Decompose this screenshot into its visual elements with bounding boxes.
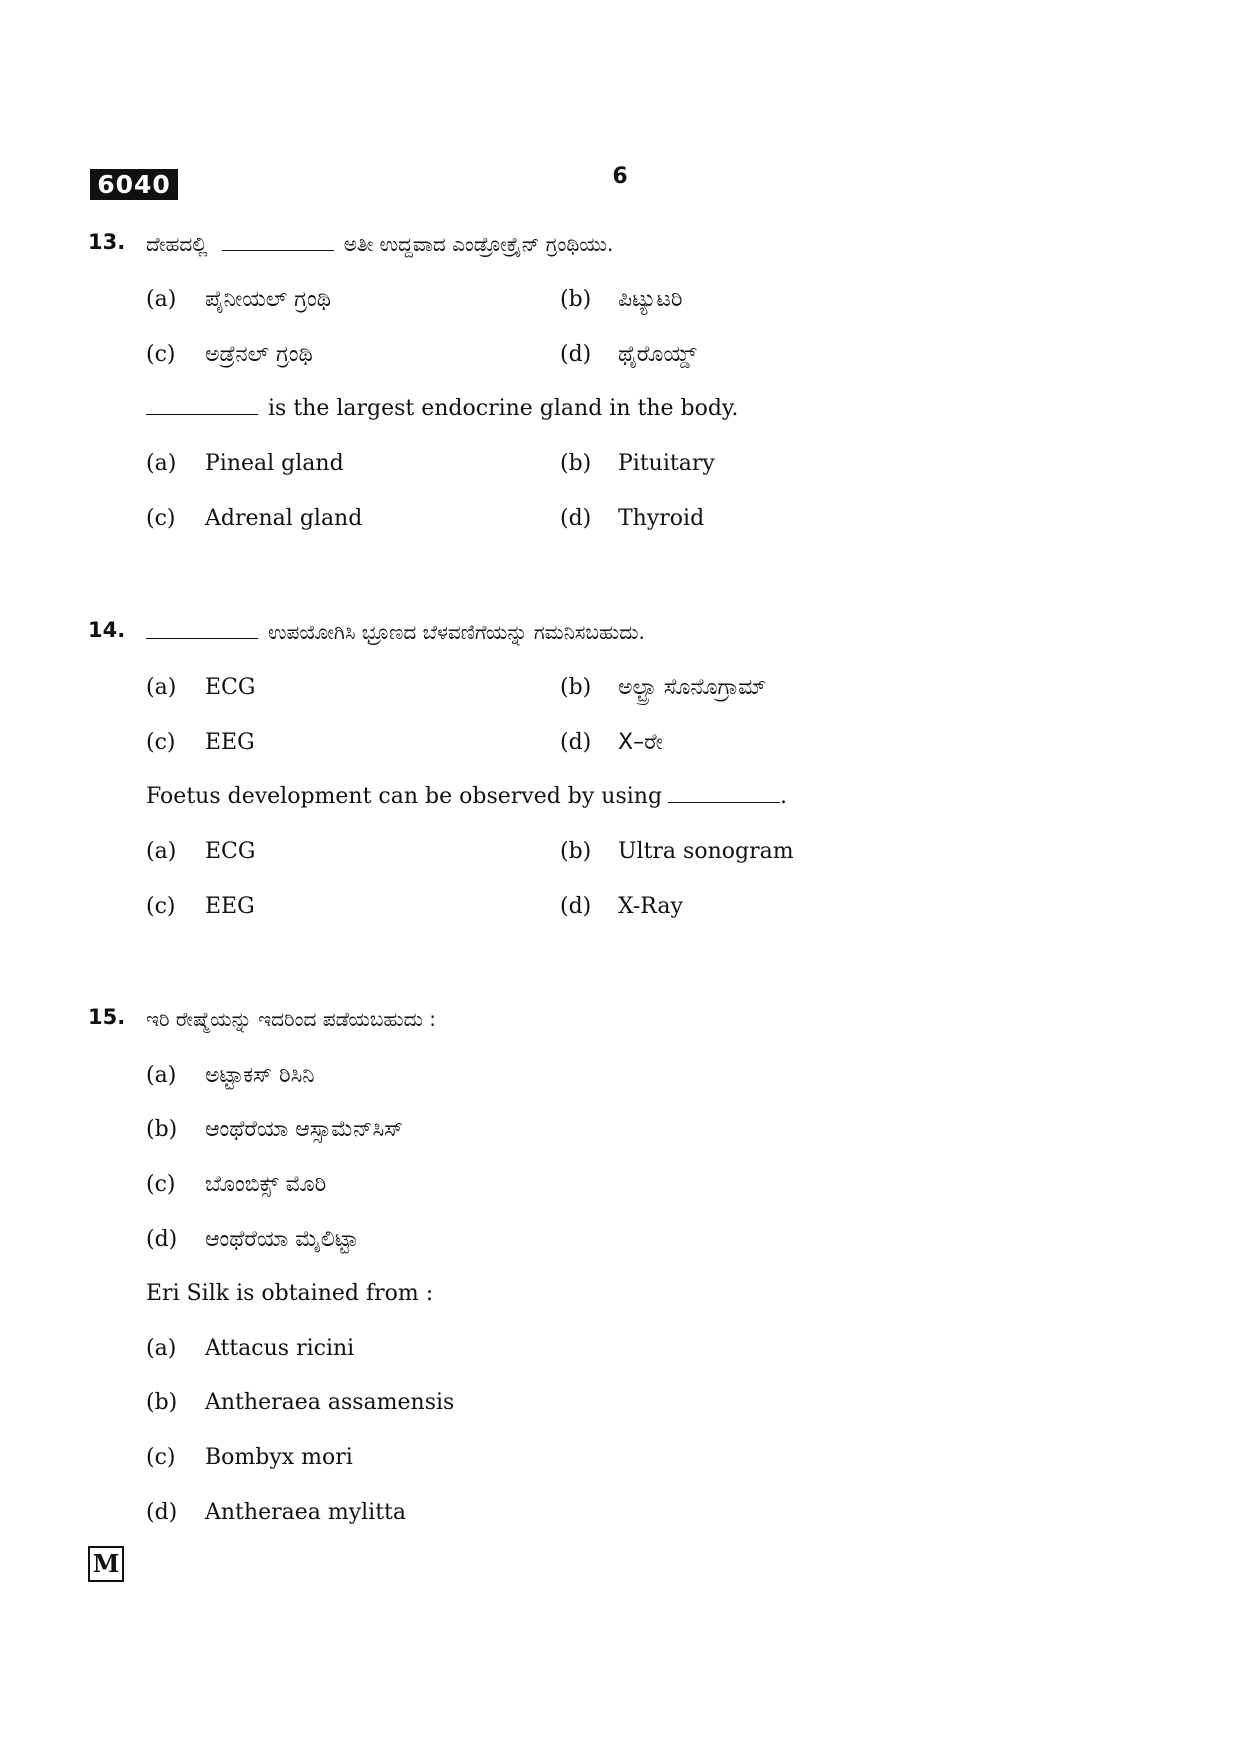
q13-en-option-d: Thyroid: [618, 506, 705, 531]
q14-kn-option-a-label: (a): [146, 675, 177, 700]
q13-kn-option-c-label: (c): [146, 342, 176, 367]
q14-kn-option-d-label: (d): [560, 730, 592, 755]
q15-en-option-a: Attacus ricini: [205, 1336, 355, 1361]
q15-en-option-a-label: (a): [146, 1336, 177, 1361]
q14-en-option-c: EEG: [205, 894, 255, 919]
q14-en-option-a: ECG: [205, 839, 256, 864]
q14-en-option-a-label: (a): [146, 839, 177, 864]
q15-kn-option-a: ಅಟ್ಟಾಕಸ್ ರಿಸಿನಿ: [205, 1063, 315, 1088]
q15-en-option-d-label: (d): [146, 1500, 178, 1525]
q13-en-option-a-label: (a): [146, 451, 177, 476]
q15-en-option-b: Antheraea assamensis: [205, 1390, 455, 1415]
q13-en-option-c: Adrenal gland: [205, 506, 363, 531]
q15-en-option-c: Bombyx mori: [205, 1445, 353, 1470]
q14-en-option-c-label: (c): [146, 894, 176, 919]
q14-kannada-stem-text: ಉಪಯೋಗಿಸಿ ಭ್ರೂಣದ ಬೆಳವಣಿಗೆಯನ್ನು ಗಮನಿಸಬಹುದು.: [268, 620, 645, 644]
q13-kn-option-b-label: (b): [560, 287, 592, 312]
q13-kannada-stem-end: ಅತೀ ಉದ್ದವಾದ ಎಂಡ್ರೋಕ್ರೈನ್ ಗ್ರಂಥಿಯು.: [343, 232, 614, 256]
q13-kn-option-b: ಪಿಟ್ಯುಟರಿ: [618, 287, 683, 312]
q14-kn-option-d: X–ರೇ: [618, 730, 663, 755]
q13-en-option-a: Pineal gland: [205, 451, 344, 476]
answer-blank: [222, 232, 334, 251]
q15-kn-option-c: ಬೊಂಬಿಕ್ಸ್ ಮೊರಿ: [205, 1172, 327, 1197]
q15-kn-option-d: ಆಂಥೆರೆಯಾ ಮೈಲಿಟ್ಟಾ: [205, 1227, 359, 1252]
q14-kn-option-b: ಅಲ್ಟ್ರಾ ಸೊನೊಗ್ರಾಮ್: [618, 675, 767, 700]
q15-kannada-stem: ಇರಿ ರೇಷ್ಮೆಯನ್ನು ಇದರಿಂದ ಪಡೆಯಬಹುದು :: [146, 1007, 437, 1031]
q13-kn-option-a-label: (a): [146, 287, 177, 312]
q14-kn-option-c-label: (c): [146, 730, 176, 755]
q14-en-option-b-label: (b): [560, 839, 592, 864]
paper-code: 6040: [90, 169, 178, 200]
q13-kn-option-d-label: (d): [560, 342, 592, 367]
q14-en-option-d: X-Ray: [618, 894, 683, 919]
page-number: 6: [612, 164, 628, 189]
q13-en-option-b-label: (b): [560, 451, 592, 476]
q13-en-option-d-label: (d): [560, 506, 592, 531]
q15-en-option-b-label: (b): [146, 1390, 178, 1415]
q14-english-stem-end: .: [780, 784, 788, 809]
q13-en-option-b: Pituitary: [618, 451, 715, 476]
q13-kannada-stem: [146, 229, 613, 259]
q15-kn-option-b: ಆಂಥೆರೆಯಾ ಆಸ್ಸಾಮೆನ್‌ಸಿಸ್: [205, 1117, 403, 1142]
q13-kannada-stem-start: ದೇಹದಲ್ಲಿ: [146, 232, 208, 256]
question-number-14: 14.: [88, 618, 126, 642]
q13-english-stem: [146, 394, 738, 424]
answer-blank: [668, 784, 780, 803]
q14-kn-option-b-label: (b): [560, 675, 592, 700]
q13-kn-option-d: ಥೈರೊಯ್ಡ್: [618, 342, 697, 367]
q14-en-option-d-label: (d): [560, 894, 592, 919]
q14-english-stem-text: Foetus development can be observed by using: [146, 784, 663, 809]
answer-blank: [146, 620, 258, 639]
q15-en-option-c-label: (c): [146, 1445, 176, 1470]
q13-en-option-c-label: (c): [146, 506, 176, 531]
q14-en-option-b: Ultra sonogram: [618, 839, 794, 864]
footer-mark: M: [88, 1546, 124, 1582]
q13-english-stem-text: is the largest endocrine gland in the body.: [268, 396, 739, 421]
q15-kn-option-a-label: (a): [146, 1063, 177, 1088]
q15-en-option-d: Antheraea mylitta: [205, 1500, 407, 1525]
question-number-13: 13.: [88, 230, 126, 254]
q14-english-stem: [146, 782, 787, 812]
q13-kn-option-c: ಅಡ್ರೆನಲ್ ಗ್ರಂಥಿ: [205, 342, 313, 367]
q14-kannada-stem: [146, 617, 645, 647]
q14-kn-option-a: ECG: [205, 675, 256, 700]
q15-kn-option-d-label: (d): [146, 1227, 178, 1252]
q15-english-stem: Eri Silk is obtained from :: [146, 1281, 434, 1306]
q14-kn-option-c: EEG: [205, 730, 255, 755]
question-number-15: 15.: [88, 1005, 126, 1029]
q15-kn-option-b-label: (b): [146, 1117, 178, 1142]
answer-blank: [146, 396, 258, 415]
q15-kn-option-c-label: (c): [146, 1172, 176, 1197]
q13-kn-option-a: ಪೈನೀಯಲ್ ಗ್ರಂಥಿ: [205, 287, 331, 312]
